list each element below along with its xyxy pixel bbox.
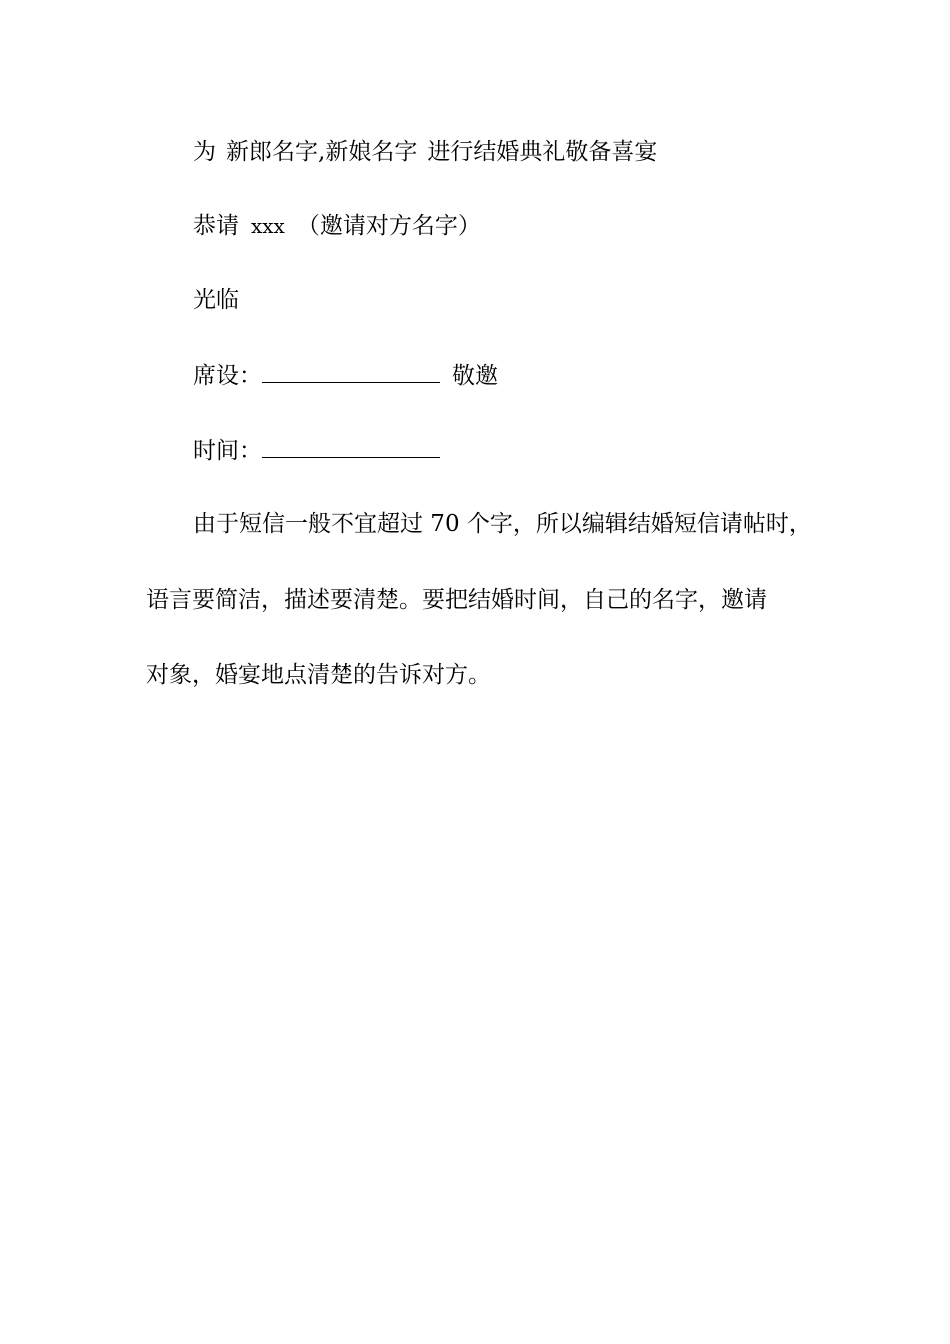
invitation-line-guest [193,211,481,241]
venue-blank-underline [262,360,440,383]
invitation-suffix: 进行结婚典礼敬备喜宴 [427,139,658,165]
venue-suffix: 敬邀 [452,363,498,389]
paragraph-line-3: 对象，婚宴地点清楚的告诉对方。 [146,662,491,688]
invitation-line-venue [193,360,498,391]
invitation-line-attend [193,285,239,315]
groom-name-placeholder: 新郎名字 [226,139,318,165]
paragraph-line-2: 语言要简洁，描述要清楚。要把结婚时间，自己的名字，邀请 [146,587,767,613]
invitation-line-time [193,435,452,466]
guest-note: （邀请对方名字） [296,213,481,239]
name-separator: , [318,139,326,165]
guest-prefix: 恭请 [193,213,239,239]
guest-name-placeholder: xxx [251,214,285,238]
paragraph-line-1: 由于短信一般不宜超过 70 个字，所以编辑结婚短信请帖时， [193,511,812,537]
venue-label: 席设： [193,363,262,389]
invitation-line-couple [193,137,657,167]
time-label: 时间： [193,438,262,464]
attend-text: 光临 [193,287,239,313]
invitation-prefix: 为 [193,139,216,165]
time-blank-underline [262,435,440,458]
bride-name-placeholder: 新娘名字 [325,139,418,165]
